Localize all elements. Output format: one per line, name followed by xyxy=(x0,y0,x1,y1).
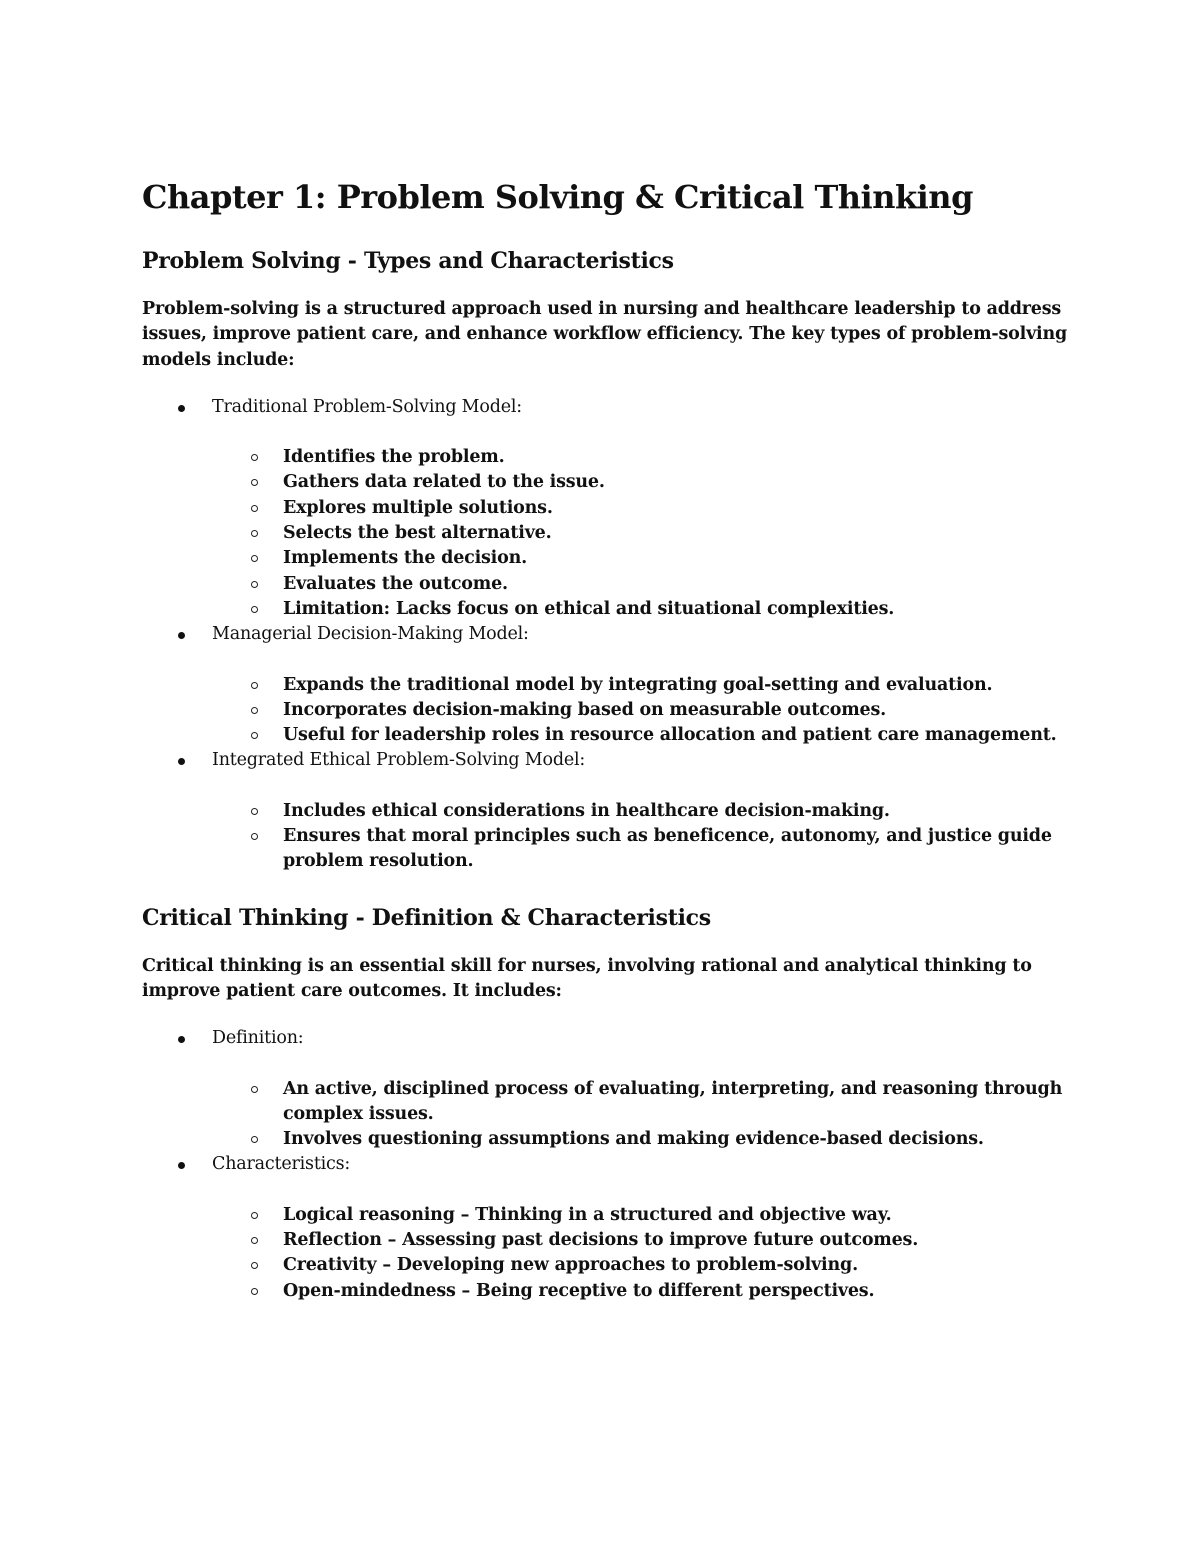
hollow-circle-bullet-icon xyxy=(249,553,261,565)
sub-list-item: Creativity – Developing new approaches to problem-solving. xyxy=(212,1253,1072,1278)
hollow-circle-bullet-icon xyxy=(249,528,261,540)
sub-list xyxy=(212,799,1072,875)
hollow-circle-bullet-icon xyxy=(249,604,261,616)
sub-list xyxy=(212,1203,1072,1304)
sub-list-item: Identifies the problem. xyxy=(212,445,1072,470)
hollow-circle-bullet-icon xyxy=(249,477,261,489)
section-heading-critical-thinking: Critical Thinking - Definition & Characteristics xyxy=(142,904,711,931)
section-heading-problem-solving: Problem Solving - Types and Characteristics xyxy=(142,248,674,274)
hollow-circle-bullet-icon xyxy=(249,1134,261,1146)
sub-list-item: Selects the best alternative. xyxy=(212,521,1072,546)
hollow-circle-bullet-icon xyxy=(249,806,261,818)
sub-list-item: Includes ethical considerations in healthcare decision-making. xyxy=(212,799,1072,824)
sub-list-item: Open-mindedness – Being receptive to different perspectives. xyxy=(212,1279,1072,1304)
hollow-circle-bullet-icon xyxy=(249,503,261,515)
sub-list-item: An active, disciplined process of evaluating, interpreting, and reasoning through complex issues. xyxy=(212,1077,1072,1128)
sub-list-item: Expands the traditional model by integrating goal-setting and evaluation. xyxy=(212,673,1072,698)
list-item-label: Integrated Ethical Problem-Solving Model: xyxy=(212,750,586,771)
hollow-circle-bullet-icon xyxy=(249,1084,261,1096)
sub-list-item: Evaluates the outcome. xyxy=(212,572,1072,597)
problem-solving-models-list xyxy=(142,395,1072,875)
list-item xyxy=(142,622,1072,748)
sub-list-item: Ensures that moral principles such as beneficence, autonomy, and justice guide problem resolution. xyxy=(212,824,1072,875)
sub-list-item: Reflection – Assessing past decisions to improve future outcomes. xyxy=(212,1228,1072,1253)
sub-list-item: Useful for leadership roles in resource allocation and patient care management. xyxy=(212,723,1072,748)
hollow-circle-bullet-icon xyxy=(249,680,261,692)
bullet-icon xyxy=(178,405,185,412)
document-page xyxy=(142,170,1072,1304)
list-item xyxy=(142,395,1072,622)
sub-list-item: Involves questioning assumptions and making evidence-based decisions. xyxy=(212,1127,1072,1152)
hollow-circle-bullet-icon xyxy=(249,1260,261,1272)
list-item xyxy=(142,1152,1072,1303)
bullet-icon xyxy=(178,758,185,765)
sub-list-item: Implements the decision. xyxy=(212,546,1072,571)
list-item-label: Traditional Problem-Solving Model: xyxy=(212,396,522,417)
list-item xyxy=(142,1026,1072,1152)
section-intro-problem-solving: Problem-solving is a structured approach used in nursing and healthcare leadership to address issues, improve patient care, and enhance workflow efficiency. The key types of problem-solving models include: xyxy=(142,299,1068,370)
bullet-icon xyxy=(178,632,185,639)
hollow-circle-bullet-icon xyxy=(249,730,261,742)
hollow-circle-bullet-icon xyxy=(249,452,261,464)
sub-list xyxy=(212,445,1072,622)
list-item-label: Characteristics: xyxy=(212,1154,351,1175)
sub-list-item: Explores multiple solutions. xyxy=(212,496,1072,521)
sub-list-item: Limitation: Lacks focus on ethical and situational complexities. xyxy=(212,597,1072,622)
sub-list xyxy=(212,673,1072,749)
hollow-circle-bullet-icon xyxy=(249,705,261,717)
hollow-circle-bullet-icon xyxy=(249,1235,261,1247)
hollow-circle-bullet-icon xyxy=(249,1286,261,1298)
critical-thinking-list xyxy=(142,1026,1072,1304)
sub-list-item: Gathers data related to the issue. xyxy=(212,470,1072,495)
hollow-circle-bullet-icon xyxy=(249,1210,261,1222)
section-intro-critical-thinking: Critical thinking is an essential skill for nurses, involving rational and analytical thinking to improve patient care outcomes. It includes: xyxy=(142,955,1032,1001)
sub-list-item: Logical reasoning – Thinking in a structured and objective way. xyxy=(212,1203,1072,1228)
sub-list xyxy=(212,1077,1072,1153)
hollow-circle-bullet-icon xyxy=(249,831,261,843)
list-item xyxy=(142,748,1072,874)
chapter-title: Chapter 1: Problem Solving & Critical Thinking xyxy=(142,178,973,216)
list-item-label: Managerial Decision-Making Model: xyxy=(212,624,529,645)
list-item-label: Definition: xyxy=(212,1028,304,1049)
sub-list-item: Incorporates decision-making based on measurable outcomes. xyxy=(212,698,1072,723)
bullet-icon xyxy=(178,1036,185,1043)
hollow-circle-bullet-icon xyxy=(249,579,261,591)
bullet-icon xyxy=(178,1162,185,1169)
